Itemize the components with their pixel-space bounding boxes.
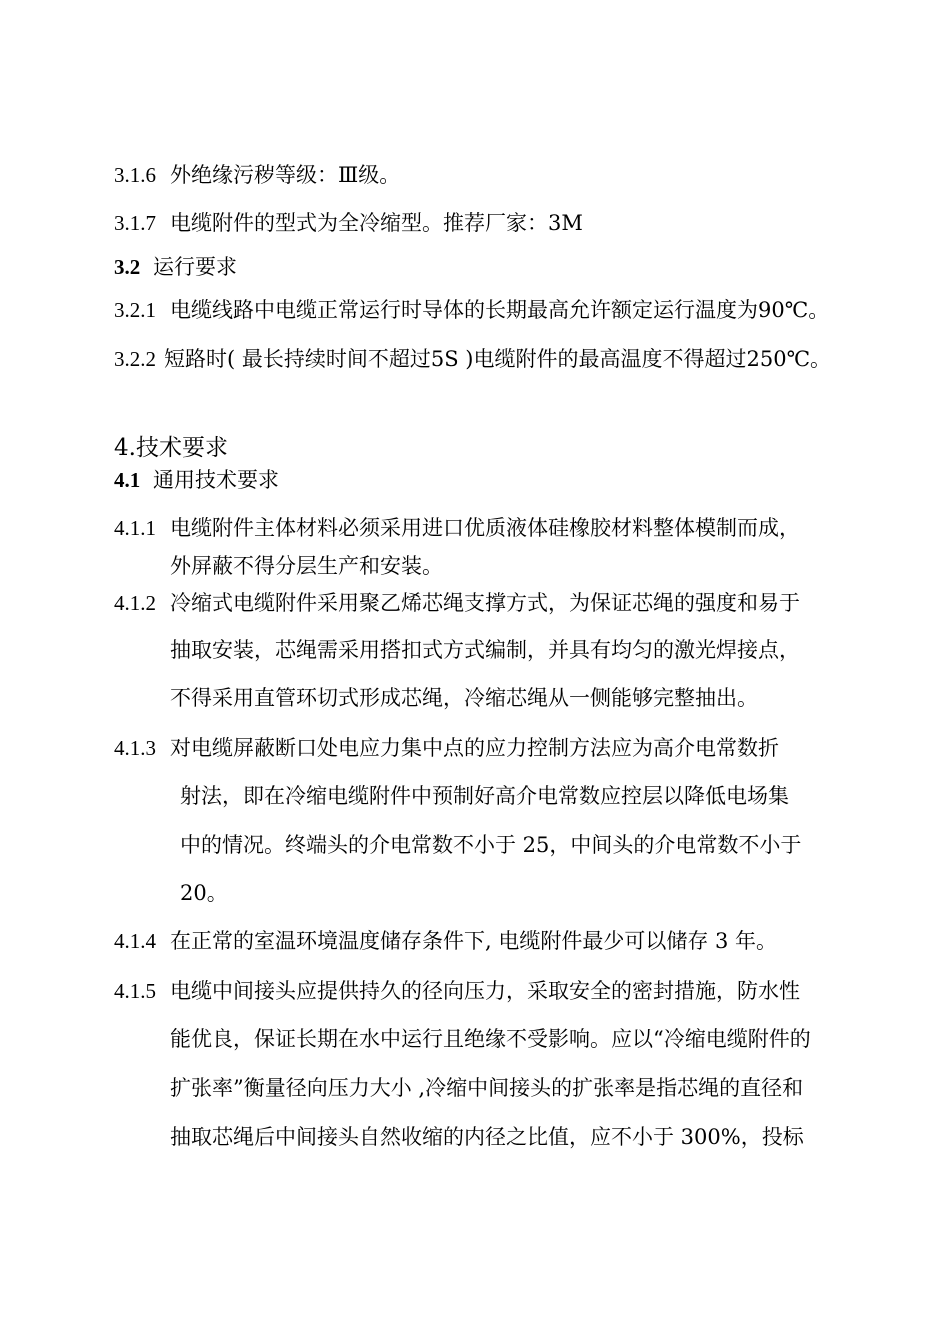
clause-number: 4.1.4 (114, 929, 156, 953)
clause-text: 不得采用直管环切式形成芯绳，冷缩芯绳从一侧能够完整抽出。 (170, 686, 758, 710)
section-title: 通用技术要求 (153, 468, 279, 492)
clause-text: 能优良，保证长期在水中运行且绝缘不受影响。应以“冷缩电缆附件的 (170, 1027, 811, 1051)
clause-number: 3.1.7 (114, 211, 156, 235)
clause-number: 3.1.6 (114, 163, 156, 187)
clause-text: 20。 (180, 881, 228, 905)
clause-text: 在正常的室温环境温度储存条件下, 电缆附件最少可以储存 3 年。 (170, 929, 778, 953)
clause-text: 扩张率”衡量径向压力大小 ,冷缩中间接头的扩张率是指芯绳的直径和 (170, 1076, 804, 1100)
clause-number: 4.1.5 (114, 979, 156, 1003)
clause-number: 3.2.1 (114, 298, 156, 322)
clause-number: 3.2.2 (114, 347, 156, 371)
clause-text: 电缆中间接头应提供持久的径向压力，采取安全的密封措施，防水性 (170, 979, 800, 1003)
clause-text: 外屏蔽不得分层生产和安装。 (170, 554, 443, 578)
clause-text: 电缆附件的型式为全冷缩型。推荐厂家：3M (170, 211, 583, 235)
section-number: 4.1 (114, 468, 141, 492)
chapter-title: 4.技术要求 (114, 435, 228, 461)
clause-number: 4.1.1 (114, 516, 156, 540)
clause-text: 射法，即在冷缩电缆附件中预制好高介电常数应控层以降低电场集 (180, 784, 789, 808)
clause-number: 4.1.3 (114, 736, 156, 760)
clause-text: 外绝缘污秽等级：Ⅲ级。 (170, 163, 401, 187)
clause-text: 中的情况。终端头的介电常数不小于 25，中间头的介电常数不小于 (180, 833, 802, 857)
section-number: 3.2 (114, 255, 141, 279)
clause-text: 抽取安装，芯绳需采用搭扣式方式编制，并具有均匀的激光焊接点， (170, 638, 800, 662)
clause-text: 冷缩式电缆附件采用聚乙烯芯绳支撑方式，为保证芯绳的强度和易于 (170, 591, 800, 615)
clause-text: 对电缆屏蔽断口处电应力集中点的应力控制方法应为高介电常数折 (170, 736, 779, 760)
clause-text: 电缆线路中电缆正常运行时导体的长期最高允许额定运行温度为90℃。 (170, 298, 830, 322)
section-title: 运行要求 (153, 255, 237, 279)
clause-text: 短路时( 最长持续时间不超过5S )电缆附件的最高温度不得超过250℃。 (164, 347, 832, 371)
clause-text: 电缆附件主体材料必须采用进口优质液体硅橡胶材料整体模制而成， (170, 516, 800, 540)
clause-number: 4.1.2 (114, 591, 156, 615)
clause-text: 抽取芯绳后中间接头自然收缩的内径之比值，应不小于 300%，投标 (170, 1125, 804, 1149)
